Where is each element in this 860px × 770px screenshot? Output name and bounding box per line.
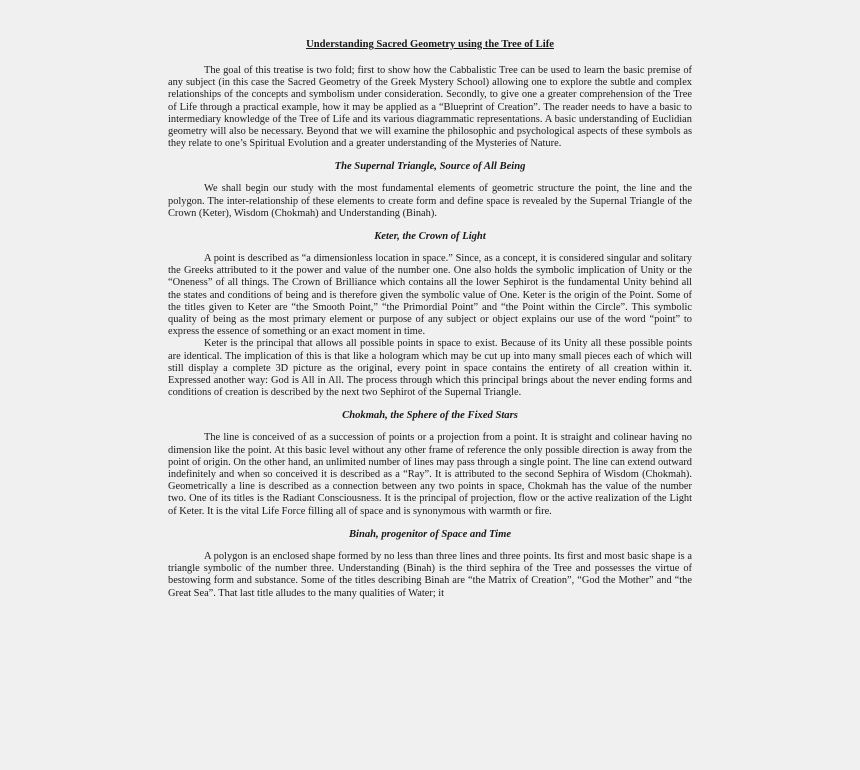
supernal-triangle-paragraph: We shall begin our study with the most fundamental elements of geometric structure the point, the line and the polygon. The inter-relationship of these elements to create form and define space is revealed by the Supernal Triangle of the Crown (Keter), Wisdom (Chokmah) and Understanding (Binah). <box>168 183 692 219</box>
section-heading-chokmah: Chokmah, the Sphere of the Fixed Stars <box>342 410 518 422</box>
keter-paragraph-1: A point is described as “a dimensionless location in space.” Since, as a concept, it is considered singular and solitary the Greeks attributed to it the power and value of the number one. One also holds the symbolic implication of Unity or the “Oneness” of all things. The Crown of Brilliance which contains all the lower Sephirot is the fundamental Unity behind all the states and conditions of being and is therefore given the symbolic value of One. Keter is the origin of the Point. Some of the titles given to Keter are “the Smooth Point,” “the Primordial Point” and “the Point within the Circle”. This symbolic quality of being as the most primary element or purpose of any subject or object explains our use of the word “point” to express the essence of something or an exact moment in time. <box>168 253 692 338</box>
binah-paragraph: A polygon is an enclosed shape formed by no less than three lines and three points. Its first and most basic shape is a triangle symbolic of the number three. Understanding (Binah) is the third sephira of the Tree and possesses the virtue of bestowing form and substance. Some of the titles describing Binah are “the Matrix of Creation”, “God the Mother” and “the Great Sea”. That last title alludes to the many qualities of Water; it <box>168 550 692 599</box>
document-title: Understanding Sacred Geometry using the Tree of Life <box>306 39 554 50</box>
intro-paragraph: The goal of this treatise is two fold; first to show how the Cabbalistic Tree can be used to learn the basic premise of any subject (in this case the Sacred Geometry of the Greek Mystery School) allowing one to explore the subtle and complex relationships of the concepts and symbolism under consideration. Secondly, to give one a greater comprehension of the Tree of Life through a practical example, how it may be applied as a “Blueprint of Creation”. The reader needs to have a basic to intermediary knowledge of the Tree of Life and its various diagrammatic representations. A basic understanding of Euclidian geometry will also be necessary. Beyond that we will examine the philosophic and psychological aspects of these symbols as they relate to one’s Spiritual Evolution and a greater understanding of the Mysteries of Nature. <box>168 65 692 150</box>
chokmah-paragraph: The line is conceived of as a succession of points or a projection from a point. It is straight and colinear having no dimension like the point. At this basic level without any other frame of reference the only possible direction is away from the point of origin. On the other hand, an unlimited number of lines may pass through a single point. The line can extend outward indefinitely and when so conceived it is described as a “Ray”. It is attributed to the second Sephira of Wisdom (Chokmah). Geometrically a line is described as a connection between any two points in space, Chokmah has the value of the number two. One of its titles is the Radiant Consciousness. It is the principal of projection, flow or the active realization of the Light of Keter. It is the vital Life Force filling all of space and is synonymous with warmth or fire. <box>168 432 692 517</box>
document-body <box>168 38 692 600</box>
keter-paragraph-2: Keter is the principal that allows all possible points in space to exist. Because of its Unity all these possible points are identical. The implication of this is that like a hologram which may be cut up into many small pieces each of which will still display a complete 3D picture as the original, every point in space contains the entirety of all creation within it. Expressed another way: God is All in All. The process through which this principal brings about the never ending forms and conditions of creation is described by the next two Sephirot of the Supernal Triangle. <box>168 338 692 399</box>
section-heading-binah: Binah, progenitor of Space and Time <box>348 528 512 540</box>
section-heading-keter: Keter, the Crown of Light <box>374 231 486 243</box>
section-heading-supernal-triangle: The Supernal Triangle, Source of All Being <box>334 161 526 173</box>
